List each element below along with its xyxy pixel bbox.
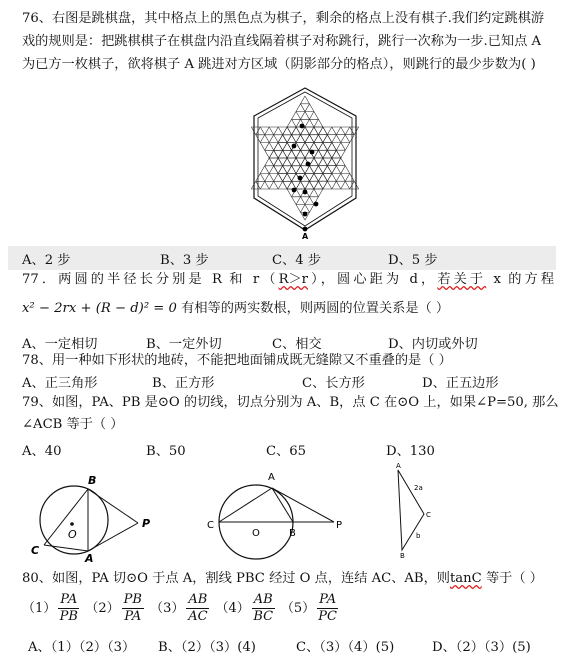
fig2-tangent-pa [272,488,334,522]
point-a-label: A [302,232,309,240]
q76-option-b: B、3 步 [160,253,209,268]
checker-piece [306,162,311,167]
q80-items [22,592,556,630]
q77-cond: R＞r [278,272,308,287]
fig1-label-c: C [31,544,40,557]
q80-item-2-fraction [122,592,144,625]
fig2-label-o: O [252,528,260,539]
q77-eq-rest: 有相等的两实数根，则两圆的位置关系是（ ） [176,301,450,316]
q78-option-a: A、正三角形 [22,376,98,391]
q80-item-2-den: PA [124,609,142,624]
fig1-tangent-pa [88,523,138,551]
q80-item-3-index: （3） [150,601,185,616]
q79-figure-3 [390,460,440,560]
q79-option-b: B、50 [146,444,186,459]
q79-line2: ∠ACB 等于（ ） [22,417,124,432]
star-grid [251,96,358,220]
q80-item-4-num: AB [253,592,273,607]
fig3-label-2a: 2a [414,484,423,492]
fig1-chord-cb [44,489,88,545]
checker-piece [303,190,308,195]
q80-item-4-index: （4） [215,601,250,616]
q80-item-5-fraction [317,592,338,625]
q80-item-1-den: PB [59,609,78,624]
checker-piece [314,202,319,207]
board-outline [254,88,356,230]
fig1-label-a: A [85,552,94,562]
q76-line2: 戏的规则是：把跳棋棋子在棋盘内沿直线隔着棋子对称跳行，跳行一次称为一步.已知点 A [22,34,542,49]
fig3-label-b-side: b [416,532,421,540]
q80-item-5-index: （5） [280,601,316,616]
q78-line: 78、用一种如下形状的地砖，不能把地面铺成既无缝隙又不重叠的是（ ） [22,353,452,368]
fig1-label-p: P [142,517,151,530]
fig1-label-o: O [68,528,77,541]
q79-figure-1 [26,470,166,562]
fig3-label-c: C [426,511,431,519]
checker-piece [310,150,315,155]
q80-item-1 [22,592,81,624]
q80-item-5 [280,592,340,624]
fig2-label-c: C [207,520,214,531]
q76-option-d: D、5 步 [388,253,438,268]
q78-option-d: D、正五边形 [422,376,499,391]
fig1-chord-ca [44,545,88,551]
q77-line1 [22,271,554,289]
q80-suffix: 等于（ ） [481,571,543,586]
q80-option-b: B、（2）（3）(4) [158,640,256,655]
q80-item-1-fraction [58,592,79,625]
q77-option-d: D、内切或外切 [388,337,478,352]
q76-line1: 76、右图是跳棋盘，其中格点上的黑色点为棋子，剩余的格点上没有棋子.我们约定跳棋游 [22,11,545,26]
fig2-label-p: P [336,520,343,531]
q80-item-4-den: BC [253,609,274,624]
q77-wavy: 若关于 [437,272,487,287]
fig2-label-a: A [268,472,275,483]
q77-prefix: 77．两圆的半径长分别是 R 和 r（ [22,272,279,287]
q77-equation: x² − 2rx + (R − d)² = 0 [22,301,177,316]
q80-options [22,636,558,654]
q79-option-c: C、65 [266,444,307,459]
q80-tanc: tanC [450,571,482,586]
q79-options [22,440,558,458]
checker-piece [298,176,303,181]
q79-line1: 79、如图，PA、PB 是⊙O 的切线，切点分别为 A、B，点 C 在⊙O 上，如果∠P=50, 那么 [22,395,559,410]
checker-piece [303,212,308,217]
q78-option-b: B、正方形 [152,376,215,391]
q80-item-2-num: PB [123,592,142,607]
checker-piece [300,124,305,129]
q77-option-c: C、相交 [272,337,322,352]
q76-line3: 为已方一枚棋子，欲将棋子 A 跳进对方区域（阴影部分的格点），则跳行的最少步数为( ) [22,57,536,72]
fig2-chord-ca [219,488,272,522]
q80-line1 [22,570,556,588]
q80-item-4-fraction [252,592,275,625]
checkers-board-figure [250,86,360,240]
q80-item-1-num: PA [60,592,78,607]
q80-item-5-den: PC [318,609,337,624]
q77-suffix: x 的方程 [486,272,555,287]
fig3-label-a: A [396,462,401,470]
q80-item-4 [215,592,276,624]
grid-line [301,127,350,212]
grid-line [314,127,336,166]
fig2-label-b: B [289,528,296,539]
q80-prefix: 80、如图，PA 切⊙O 于点 A，割线 PBC 经过 O 点，连结 AC、AB，则 [22,571,450,586]
q78-option-c: C、长方形 [302,376,365,391]
q80-item-3-den: AC [188,609,208,624]
fig3-label-b: B [400,552,405,560]
q77-options [22,333,558,351]
checker-piece [292,188,297,193]
q80-item-2 [85,592,146,624]
q80-item-5-num: PA [319,592,337,607]
fig1-center-dot [70,522,74,526]
q79-figure-2 [202,466,352,570]
q80-option-a: A、（1）（2）（3） [28,640,136,655]
q80-option-d: D、（2）（3）(5) [432,640,531,655]
grid-line [278,127,318,197]
q80-item-3-fraction [186,592,209,625]
q80-item-3 [150,592,211,624]
grid-line [260,127,309,212]
grid-line [292,127,332,197]
q80-item-2-index: （2） [85,601,120,616]
board-pieces [292,124,319,232]
fig1-label-b: B [88,474,97,487]
q77-mid: ），圆心距为 d， [307,272,438,287]
q80-option-c: C、（3）（4）(5) [296,640,395,655]
grid-line [283,127,314,181]
q77-line2 [22,300,556,318]
checker-piece-a [303,227,308,232]
q77-option-a: A、一定相切 [22,337,98,352]
fig1-tangent-pb [88,489,138,523]
checker-piece [292,144,297,149]
q80-item-3-num: AB [188,592,208,607]
q76-options [22,249,558,267]
q77-option-b: B、一定外切 [146,337,222,352]
q79-option-d: D、130 [386,444,435,459]
q79-option-a: A、40 [22,444,62,459]
q80-item-1-index: （1） [22,601,57,616]
fig2-chord-ab [272,488,293,522]
q76-option-c: C、4 步 [272,253,322,268]
q76-option-a: A、2 步 [22,253,71,268]
q78-options [22,372,558,390]
